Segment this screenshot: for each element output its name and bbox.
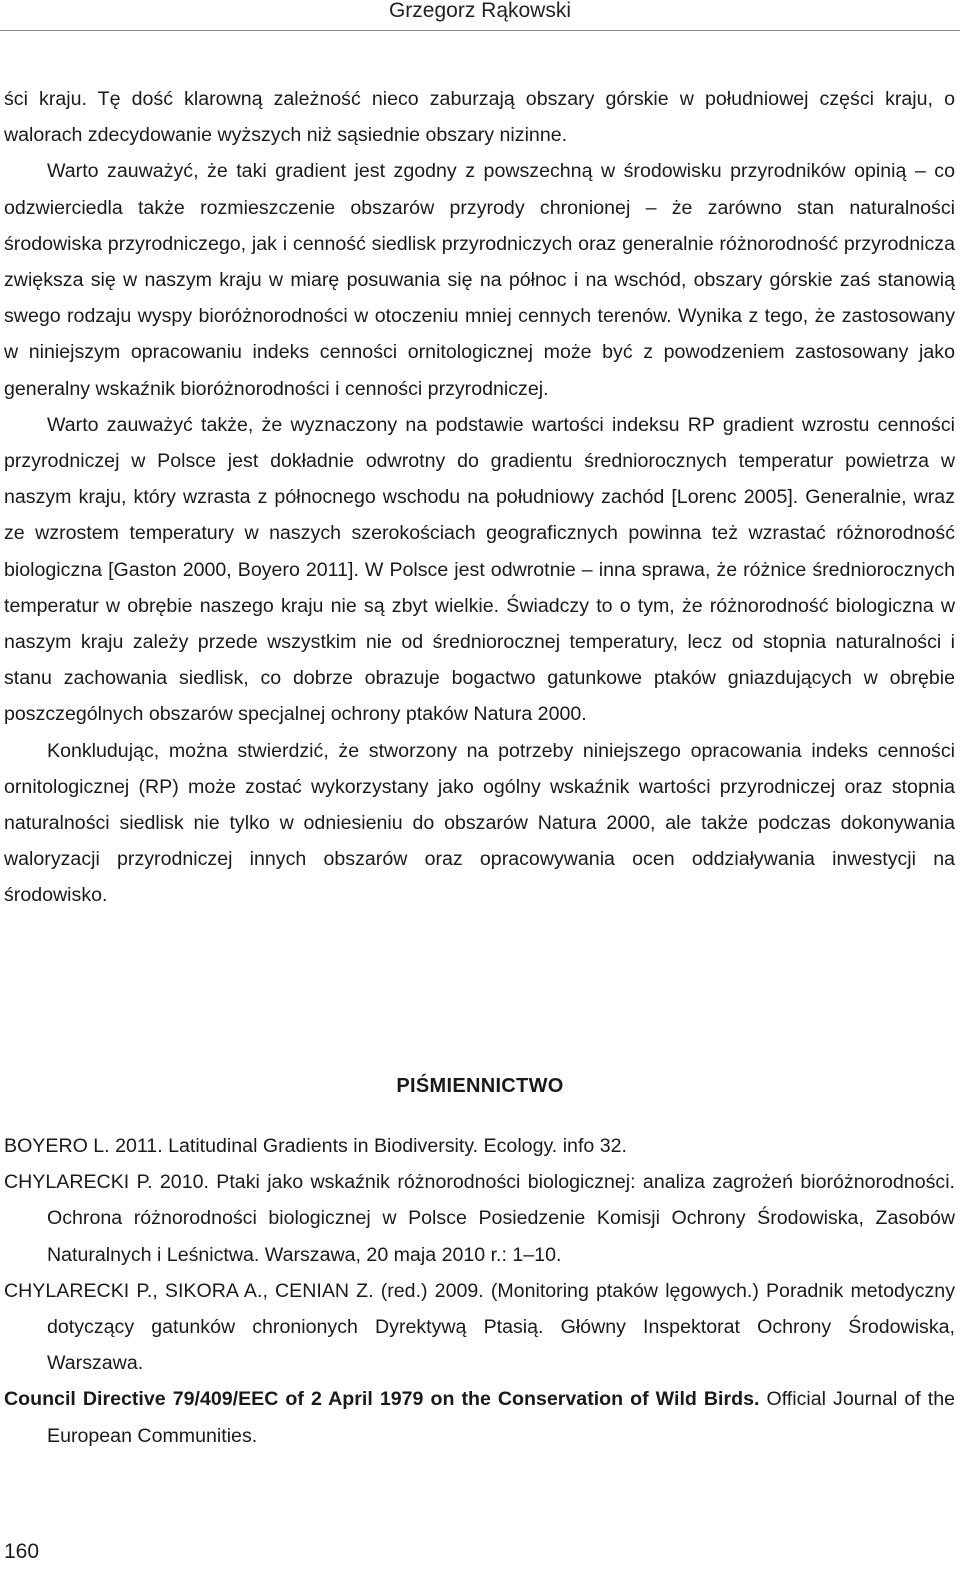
paragraph-conclusion: Konkludując, można stwierdzić, że stworzony na potrzeby niniejszego opracowania indeks cenności ornitologicznej (RP) może zostać wykorzystany jako ogólny wskaźnik wartości przyrodniczej oraz stopnia naturalności siedlisk nie tylko w odniesieniu do obszarów Natura 2000, ale także podczas dokonywania waloryzacji przyrodniczej innych obszarów oraz opracowywania ocen oddziaływania inwestycji na środowisko.: [4, 739, 955, 907]
reference-text: BOYERO L. 2011. Latitudinal Gradients in Biodiversity. Ecology. info 32.: [4, 1135, 627, 1157]
paragraph-gradient: Warto zauważyć, że taki gradient jest zgodny z powszechną w środowisku przyrodników opinią – co odzwierciedla także rozmieszczenie obszarów przyrody chronionej – że zarówno stan naturalności środowiska przyrodniczego, jak i cenność siedlisk przyrodniczych oraz generalnie różnorodność przyrodnicza zwiększa się w naszym kraju w miarę posuwania się na północ i na wschód, obszary górskie zaś stanowią swego rodzaju wyspy bioróżnorodności w otoczeniu mniej cennych terenów. Wynika z tego, że zastosowany w niniejszym opracowaniu indeks cenności ornitologicznej może być z powodzeniem zastosowany jako generalny wskaźnik bioróżnorodności i cenności przyrodniczej.: [4, 160, 955, 400]
reference-item: [4, 1273, 955, 1382]
reference-text: CHYLARECKI P. 2010. Ptaki jako wskaźnik różnorodności biologicznej: analiza zagrożeń bioróżnorodności. Ochrona różnorodności biologicznej w Polsce Posiedzenie Komisji Ochrony Środowiska, Zasobów Naturalnych i Leśnictwa. Warszawa, 20 maja 2010 r.: 1–10.: [4, 1171, 955, 1266]
reference-item: [4, 1128, 955, 1164]
page-number: 160: [4, 1540, 40, 1563]
running-header-author: Grzegorz Rąkowski: [388, 0, 572, 22]
reference-lead: Council Directive 79/409/EEC of 2 April 1979 on the Conservation of Wild Birds.: [4, 1388, 760, 1411]
reference-item: [4, 1164, 955, 1273]
body-text: [4, 81, 955, 914]
reference-item: [4, 1381, 955, 1453]
reference-text: Official Journal of the European Communities.: [47, 1388, 955, 1447]
reference-text: CHYLARECKI P., SIKORA A., CENIAN Z. (red.) 2009. (Monitoring ptaków lęgowych.) Poradnik metodyczny dotyczący gatunków chronionych Dyrektywą Ptasią. Główny Inspektorat Ochrony Środowiska, Warszawa.: [4, 1279, 955, 1375]
header-divider: [0, 30, 960, 31]
paragraph-temperature: Warto zauważyć także, że wyznaczony na podstawie wartości indeksu RP gradient wzrostu cenności przyrodniczej w Polsce jest dokładnie odwrotny do gradientu średniorocznych temperatur powietrza w naszym kraju, który wzrasta z północnego wschodu na południowy zachód [Lorenc 2005]. Generalnie, wraz ze wzrostem temperatury w naszych szerokościach geograficznych powinna też wzrastać różnorodność biologiczna [Gaston 2000, Boyero 2011]. W Polsce jest odwrotnie – inna sprawa, że różnice średniorocznych temperatur w obrębie naszego kraju nie są zbyt wielkie. Świadczy to o tym, że różnorodność biologiczna w naszym kraju zależy przede wszystkim nie od średniorocznej temperatury, lecz od stopnia naturalności i stanu zachowania siedlisk, co dobrze obrazuje bogactwo gatunkowe ptaków gniazdujących w obrębie poszczególnych obszarów specjalnej ochrony ptaków Natura 2000.: [4, 413, 955, 726]
reference-list: [4, 1128, 955, 1454]
section-heading-bibliography: PIŚMIENNICTWO: [396, 1075, 564, 1097]
paragraph-continuation: ści kraju. Tę dość klarowną zależność nieco zaburzają obszary górskie w południowej części kraju, o walorach zdecydowanie wyższych niż sąsiednie obszary nizinne.: [4, 88, 955, 147]
